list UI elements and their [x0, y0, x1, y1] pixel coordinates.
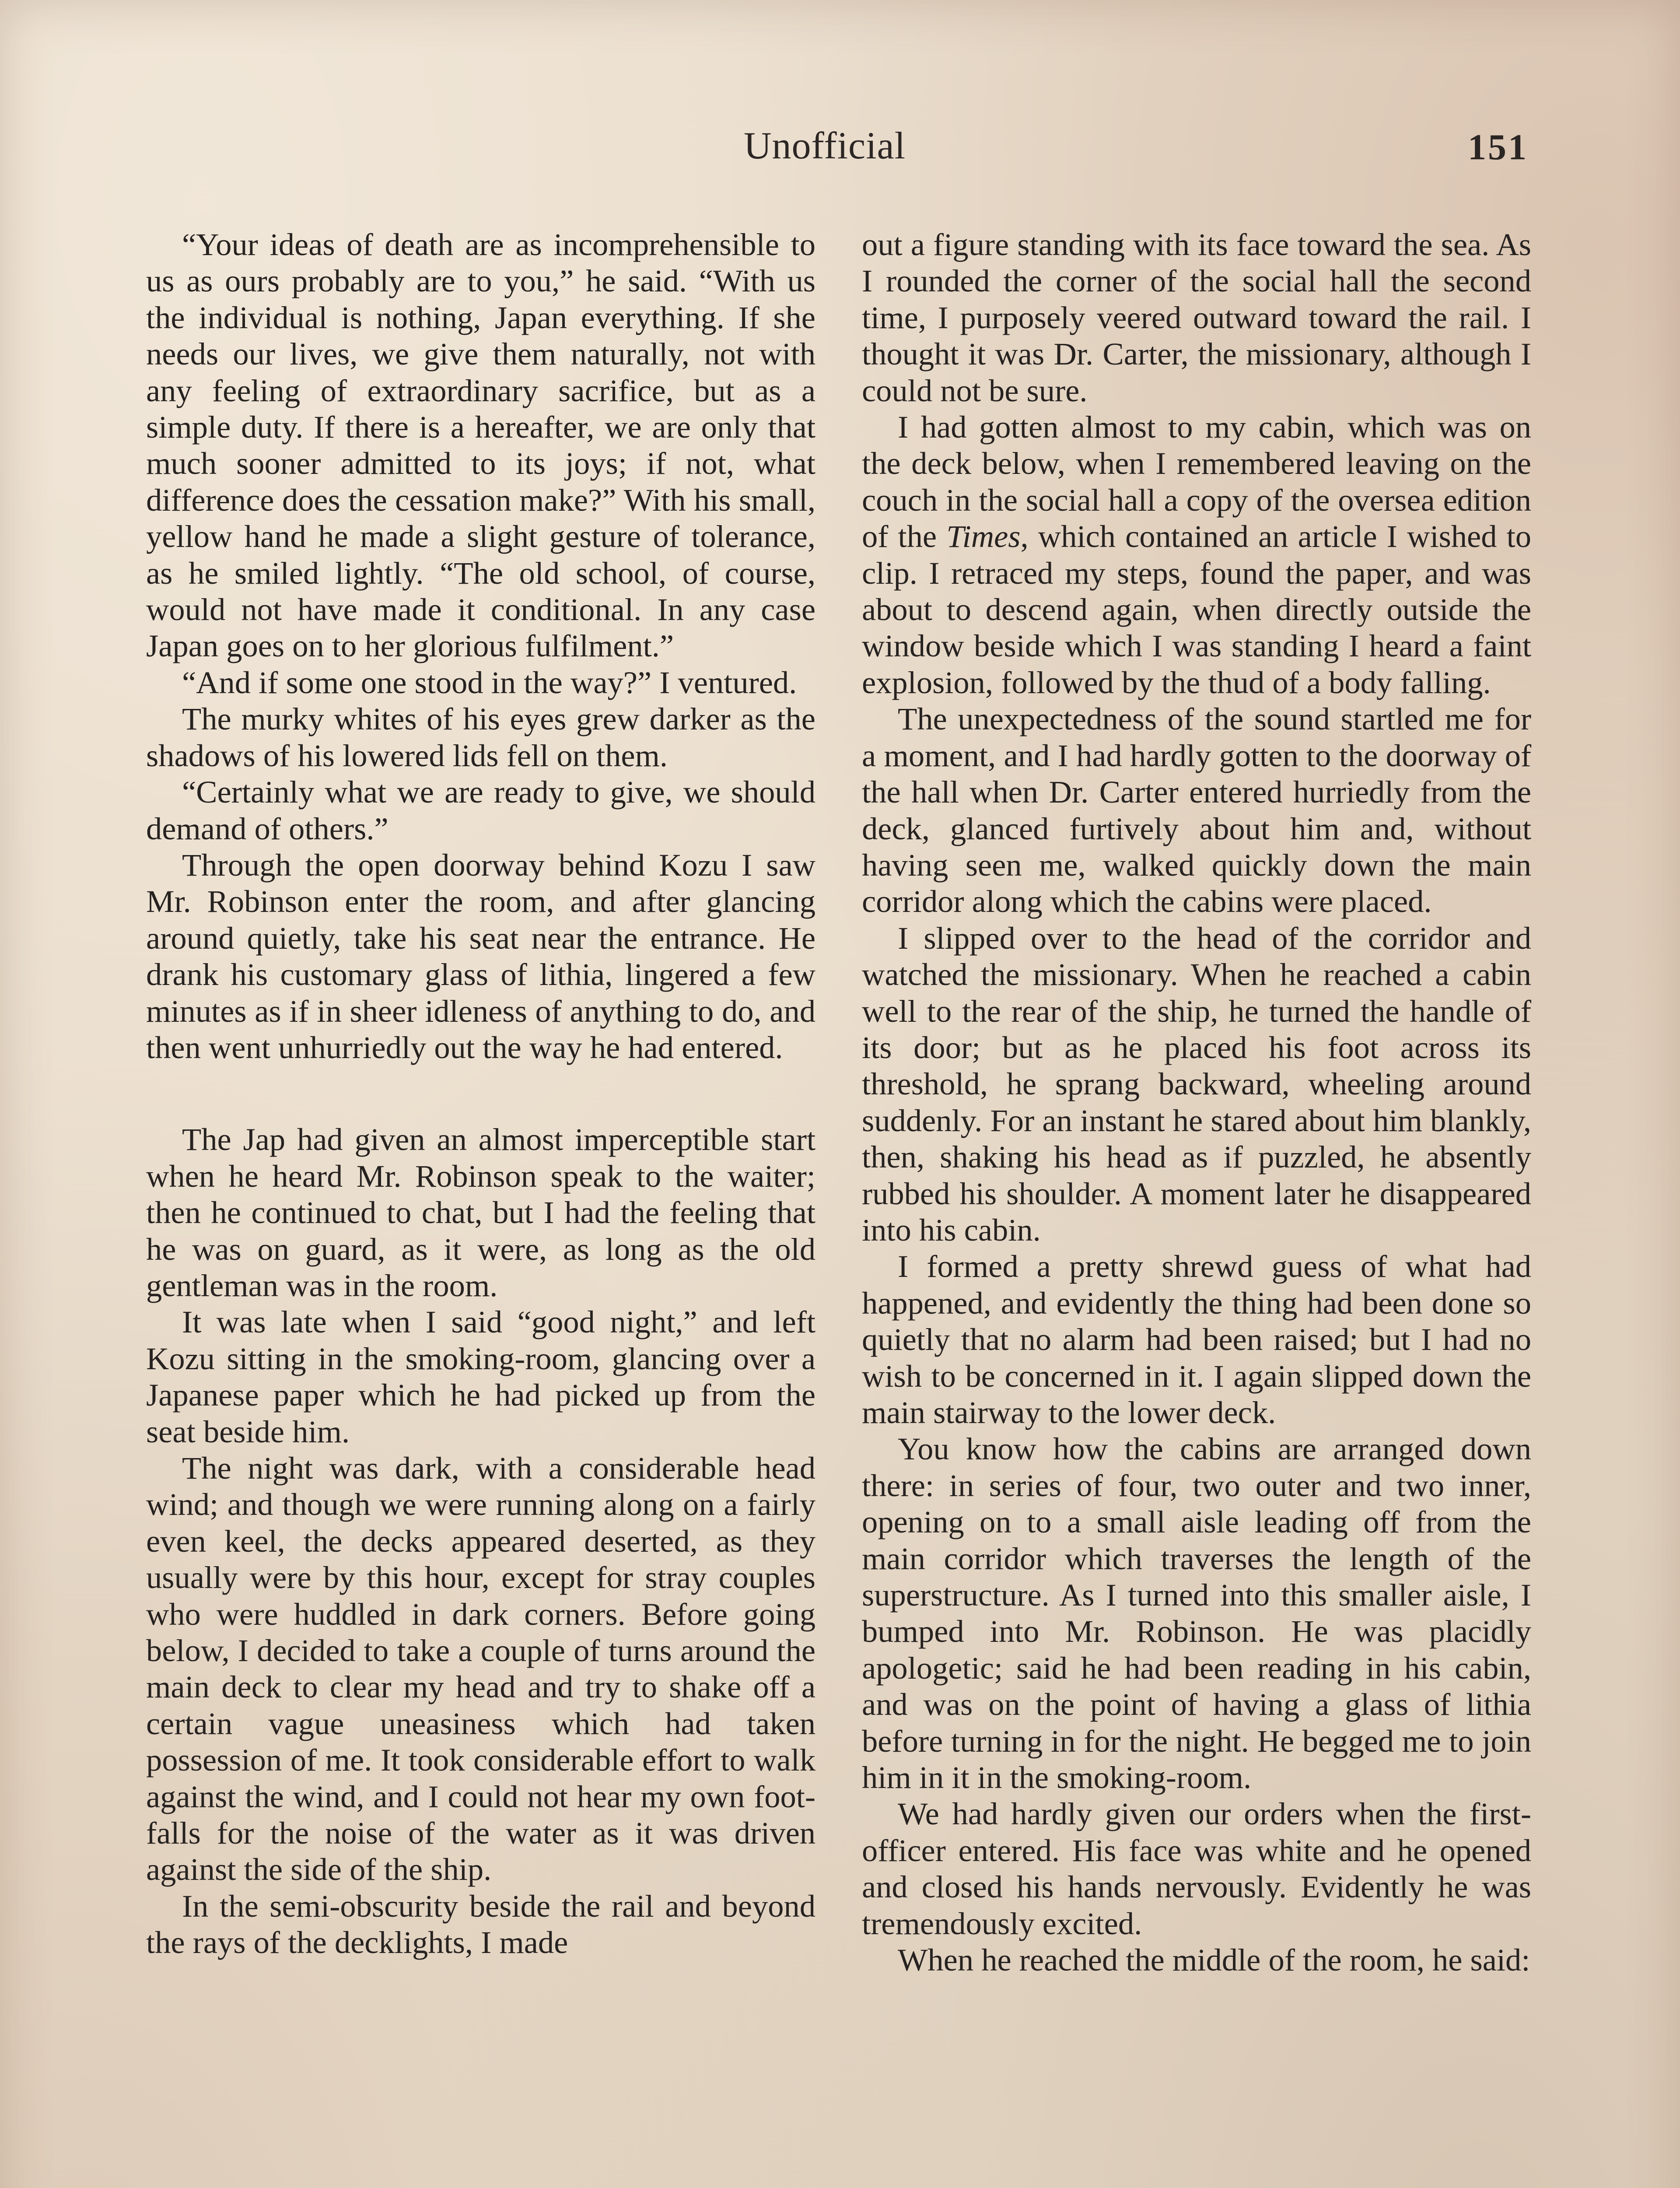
- paragraph: “Certainly what we are ready to give, we should demand of others.”: [146, 774, 816, 846]
- paragraph: It was late when I said “good night,” and left Kozu sitting in the smoking-room, glancing over a Japanese paper which he had picked up from the seat beside him.: [146, 1304, 816, 1449]
- section-break: [146, 1066, 816, 1121]
- paragraph: In the semi-obscurity beside the rail and beyond the rays of the decklights, I made: [146, 1888, 816, 1960]
- paragraph: “Your ideas of death are as incomprehensible to us as ours probably are to you,” he said. “With us the individual is nothing, Japan everything. If she needs our lives, we give them naturally, not with any feeling of extraordinary sacrifice, but as a simple duty. If there is a hereafter, we are only that much sooner admitted to its joys; if not, what difference does the cessation make?” With his small, yellow hand he made a slight gesture of tolerance, as he smiled lightly. “The old school, of course, would not have made it conditional. In any case Japan goes on to her glorious fulfilment.”: [146, 227, 816, 664]
- running-head-title: Unofficial: [744, 125, 906, 167]
- paragraph: The night was dark, with a considerable head wind; and though we were running along on a fairly even keel, the decks appeared deserted, as they usually were by this hour, except for stray couples who were huddled in dark corners. Before going below, I decided to take a couple of turns around the main deck to clear my head and try to shake off a certain vague uneasiness which had taken possession of me. It took considerable effort to walk against the wind, and I could not hear my own footfalls for the noise of the water as it was driven against the side of the ship.: [146, 1450, 816, 1887]
- italic-title: Times: [946, 519, 1021, 554]
- paragraph: “And if some one stood in the way?” I ventured.: [182, 664, 797, 700]
- paragraph: When he reached the middle of the room, he said:: [898, 1942, 1530, 1978]
- paragraph: We had hardly given our orders when the first-officer entered. His face was white and he opened and closed his hands nervously. Evidently he was tremendously excited.: [862, 1796, 1531, 1941]
- paragraph: I formed a pretty shrewd guess of what had happened, and evidently the thing had been done so quietly that no alarm had been raised; but I had no wish to be concerned in it. I again slipped down the main stairway to the lower deck.: [862, 1248, 1531, 1430]
- paragraph: The Jap had given an almost imperceptible start when he heard Mr. Robinson speak to the waiter; then he continued to chat, but I had the feeling that he was on guard, as it were, as long as the old gentleman was in the room.: [146, 1122, 816, 1303]
- paragraph: You know how the cabins are arranged down there: in series of four, two outer and two inner, opening on to a small aisle leading off from the main corridor which traverses the length of the superstructure. As I turned into this smaller aisle, I bumped into Mr. Robinson. He was placidly apologetic; said he had been reading in his cabin, and was on the point of having a glass of lithia before turning in for the night. He begged me to join him in it in the smoking-room.: [862, 1431, 1531, 1795]
- paragraph: The unexpectedness of the sound startled me for a moment, and I had hardly gotten to the doorway of the hall when Dr. Carter entered hurriedly from the deck, glanced furtively about him and, without having seen me, walked quickly down the main corridor along which the cabins were placed.: [862, 701, 1531, 919]
- paragraph: I had gotten almost to my cabin, which was on the deck below, when I remembered leaving on the couch in the social hall a copy of the oversea edition of the Times, which contained an article I wished to clip. I retraced my steps, found the paper, and was about to descend again, when directly outside the window beside which I was standing I heard a faint explosion, followed by the thud of a body falling.: [862, 409, 1532, 700]
- left-text-column: [146, 226, 816, 1961]
- page-number: 151: [1468, 127, 1528, 168]
- paragraph: Through the open doorway behind Kozu I saw Mr. Robinson enter the room, and after glancing around quietly, take his seat near the entrance. He drank his customary glass of lithia, lingered a few minutes as if in sheer idleness of anything to do, and then went unhurriedly out the way he had entered.: [146, 847, 816, 1065]
- paragraph: I slipped over to the head of the corridor and watched the missionary. When he reached a cabin well to the rear of the ship, he turned the handle of its door; but as he placed his foot across its threshold, he sprang backward, wheeling around suddenly. For an instant he stared about him blankly, then, shaking his head as if puzzled, he absently rubbed his shoulder. A moment later he disappeared into his cabin.: [862, 920, 1531, 1248]
- paragraph: The murky whites of his eyes grew darker as the shadows of his lowered lids fell on them.: [146, 701, 816, 773]
- paragraph-continued: out a figure standing with its face toward the sea. As I rounded the corner of the social hall the second time, I purposely veered outward toward the rail. I thought it was Dr. Carter, the missionary, although I could not be sure.: [862, 227, 1531, 408]
- right-text-column: [862, 226, 1531, 1978]
